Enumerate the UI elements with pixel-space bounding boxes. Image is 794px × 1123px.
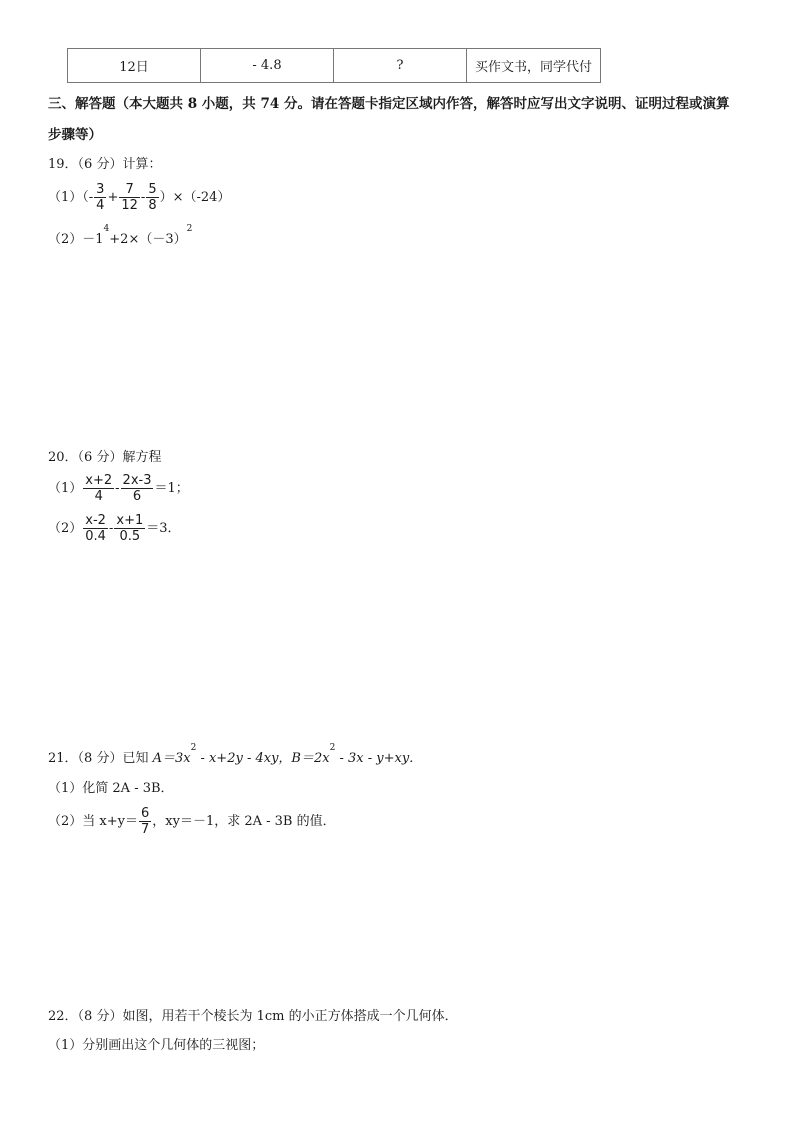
- q22-heading: 22．（8 分）如图，用若干个棱长为 1cm 的小正方体搭成一个几何体．: [48, 1009, 458, 1024]
- fraction: [83, 473, 114, 504]
- var-A: A: [152, 751, 162, 766]
- record-table: [67, 48, 601, 83]
- q21-part1: （1）化简 2A - 3B．: [48, 781, 174, 796]
- q20-part2: [48, 513, 181, 544]
- denominator: 8: [148, 198, 157, 213]
- numerator: x-2: [83, 513, 108, 529]
- numerator: x+2: [85, 473, 113, 488]
- operator: -: [108, 521, 114, 536]
- q20-part1: [48, 473, 189, 504]
- denominator: 6: [132, 489, 142, 504]
- q21-part2-lead: （2）当 x+y＝: [48, 814, 138, 829]
- q19-part1-tail: ）×（-24）: [159, 190, 231, 205]
- table-cell-unknown: ?: [334, 49, 467, 83]
- denominator: 4: [94, 489, 103, 504]
- denominator: 4: [96, 198, 105, 213]
- operator: -: [115, 481, 120, 496]
- numerator: 6: [140, 806, 150, 821]
- var-B: B: [291, 751, 301, 766]
- q22-part1: （1）分别画出这个几何体的三视图；: [48, 1038, 265, 1053]
- q21-lead: 21．（8 分）已知: [48, 751, 153, 766]
- table-cell-amount: - 4.8: [201, 49, 334, 83]
- section-heading: 三、解答题（本大题共 8 小题，共 74 分。请在答题卡指定区域内作答，解答时应写出文字说明、证明过程或演算: [48, 96, 730, 112]
- denominator: 0.5: [119, 529, 141, 544]
- expr-A-rest: - x+2y - 4xy，: [196, 751, 292, 766]
- exponent: 4: [103, 224, 110, 234]
- operator: +: [107, 190, 119, 205]
- q19-part1-label: （1）（-: [48, 190, 94, 205]
- q20-part1-tail: ＝1；: [154, 481, 189, 496]
- expr-A-part: ＝3x: [161, 751, 191, 766]
- denominator: 7: [140, 822, 150, 837]
- numerator: x+1: [116, 513, 144, 528]
- q19-part2: [48, 224, 193, 247]
- q20-part2-tail: ＝3．: [146, 521, 181, 536]
- fraction: [114, 513, 145, 544]
- table-row: [68, 49, 601, 83]
- numerator: 7: [119, 182, 140, 198]
- q20-heading: 20．（6 分）解方程: [48, 450, 162, 465]
- numerator: 5: [148, 182, 157, 197]
- fraction: [94, 182, 106, 213]
- q20-part2-label: （2）: [48, 521, 83, 536]
- numerator: 3: [96, 182, 105, 197]
- expr-B-rest: - 3x - y+xy．: [335, 751, 423, 766]
- expr-B-part: ＝2x: [300, 751, 330, 766]
- q21-part2: [48, 806, 336, 837]
- denominator: 0.4: [85, 529, 106, 544]
- table-cell-note: 买作文书，同学代付: [467, 49, 601, 83]
- q19-part1: [48, 182, 230, 213]
- numerator: 2x-3: [122, 473, 152, 488]
- fraction: [121, 473, 154, 504]
- q19-part2-expr: +2×（－3）: [109, 232, 187, 247]
- q19-heading: 19．（6 分）计算：: [48, 157, 162, 172]
- table-cell-date: 12日: [68, 49, 201, 83]
- fraction: [83, 513, 108, 544]
- q20-part1-label: （1）: [48, 481, 83, 496]
- fraction: [119, 182, 140, 213]
- exponent: 2: [329, 743, 336, 753]
- fraction: [139, 806, 151, 837]
- fraction: [146, 182, 158, 213]
- operator: -: [140, 190, 146, 205]
- q19-part2-label: （2）－1: [48, 232, 104, 247]
- q21-heading: [48, 743, 423, 766]
- denominator: 12: [121, 198, 138, 213]
- exponent: 2: [190, 743, 197, 753]
- section-heading-cont: 步骤等）: [48, 127, 102, 143]
- exponent: 2: [186, 224, 193, 234]
- q21-part2-tail: ，xy＝－1，求 2A - 3B 的值．: [152, 814, 336, 829]
